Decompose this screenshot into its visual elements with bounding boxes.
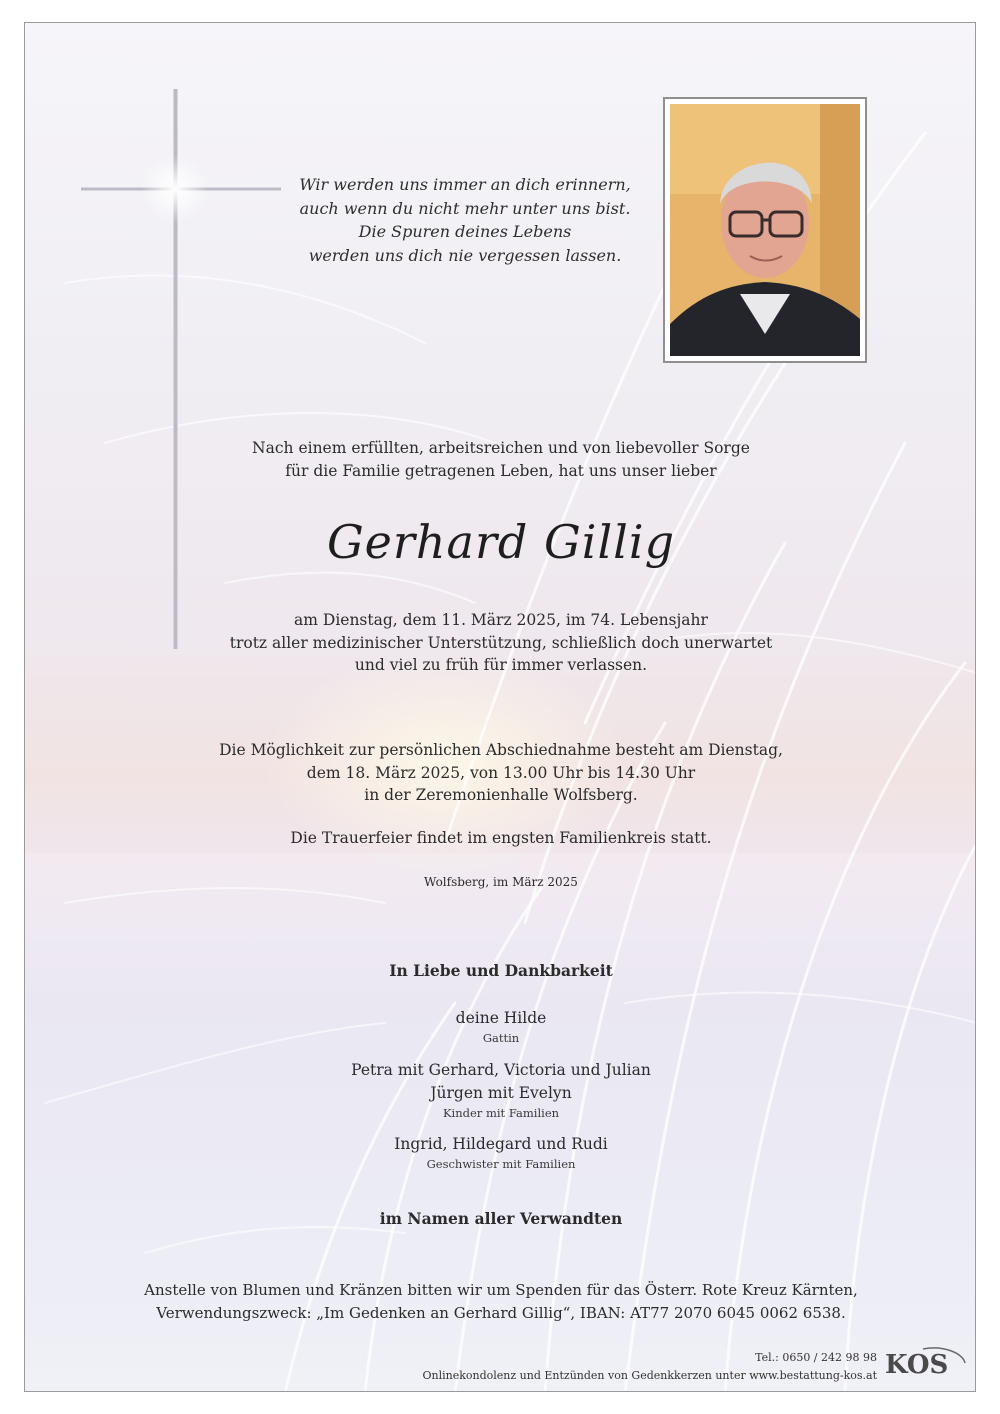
- mourner-role: Geschwister mit Familien: [426, 1157, 576, 1171]
- farewell-line: in der Zeremonienhalle Wolfsberg.: [364, 786, 638, 804]
- death-notice: [25, 609, 976, 677]
- logo-text: KOS: [885, 1350, 949, 1379]
- death-line: trotz aller medizinischer Unterstützung, schließlich doch unerwartet: [229, 633, 773, 652]
- farewell-info: [25, 739, 976, 807]
- donation-line: Anstelle von Blumen und Kränzen bitten wir um Spenden für das Österr. Rote Kreuz Kärnten,: [144, 1281, 858, 1299]
- mourner-name: Jürgen mit Evelyn: [430, 1084, 572, 1102]
- kos-logo: [883, 1345, 967, 1379]
- death-line: und viel zu früh für immer verlassen.: [354, 656, 648, 674]
- farewell-line: dem 18. März 2025, von 13.00 Uhr bis 14.30 Uhr: [306, 763, 696, 782]
- mourner-role: Gattin: [482, 1031, 520, 1045]
- intro-line: für die Familie getragenen Leben, hat uns unser lieber: [285, 462, 717, 480]
- mourner-name: deine Hilde: [455, 1009, 547, 1027]
- ceremony-note: Die Trauerfeier findet im engsten Familienkreis statt.: [290, 829, 712, 847]
- donation-line: Verwendungszweck: „Im Gedenken an Gerhard Gillig“, IBAN: AT77 2070 6045 0062 6538.: [156, 1303, 846, 1322]
- intro-line: Nach einem erfüllten, arbeitsreichen und von liebevoller Sorge: [252, 439, 750, 457]
- phone-number: Tel.: 0650 / 242 98 98: [755, 1351, 877, 1364]
- mourner-name: Petra mit Gerhard, Victoria und Julian: [351, 1061, 651, 1079]
- portrait-photo: [663, 97, 867, 363]
- intro-text: [25, 437, 976, 483]
- verse-line: Die Spuren deines Lebens: [358, 222, 572, 241]
- memorial-verse: [275, 173, 655, 267]
- verse-line: Wir werden uns immer an dich erinnern,: [299, 175, 631, 194]
- verse-line: auch wenn du nicht mehr unter uns bist.: [299, 198, 631, 218]
- mourners-heading: In Liebe und Dankbarkeit: [389, 961, 613, 980]
- death-line: am Dienstag, dem 11. März 2025, im 74. Lebensjahr: [294, 611, 708, 629]
- donation-request: [25, 1279, 976, 1324]
- online-condolence-link[interactable]: Onlinekondolenz und Entzünden von Gedenkkerzen unter www.bestattung-kos.at: [422, 1369, 877, 1382]
- verse-line: werden uns dich nie vergessen lassen.: [308, 245, 622, 265]
- mourner-role: Kinder mit Familien: [442, 1106, 560, 1120]
- mourner-name: Ingrid, Hildegard und Rudi: [394, 1135, 608, 1153]
- place-date: Wolfsberg, im März 2025: [424, 875, 578, 889]
- deceased-name: Gerhard Gillig: [326, 515, 676, 569]
- farewell-line: Die Möglichkeit zur persönlichen Abschiednahme besteht am Dienstag,: [219, 741, 783, 759]
- relatives-closing: im Namen aller Verwandten: [379, 1209, 623, 1228]
- obituary-card: [24, 22, 976, 1392]
